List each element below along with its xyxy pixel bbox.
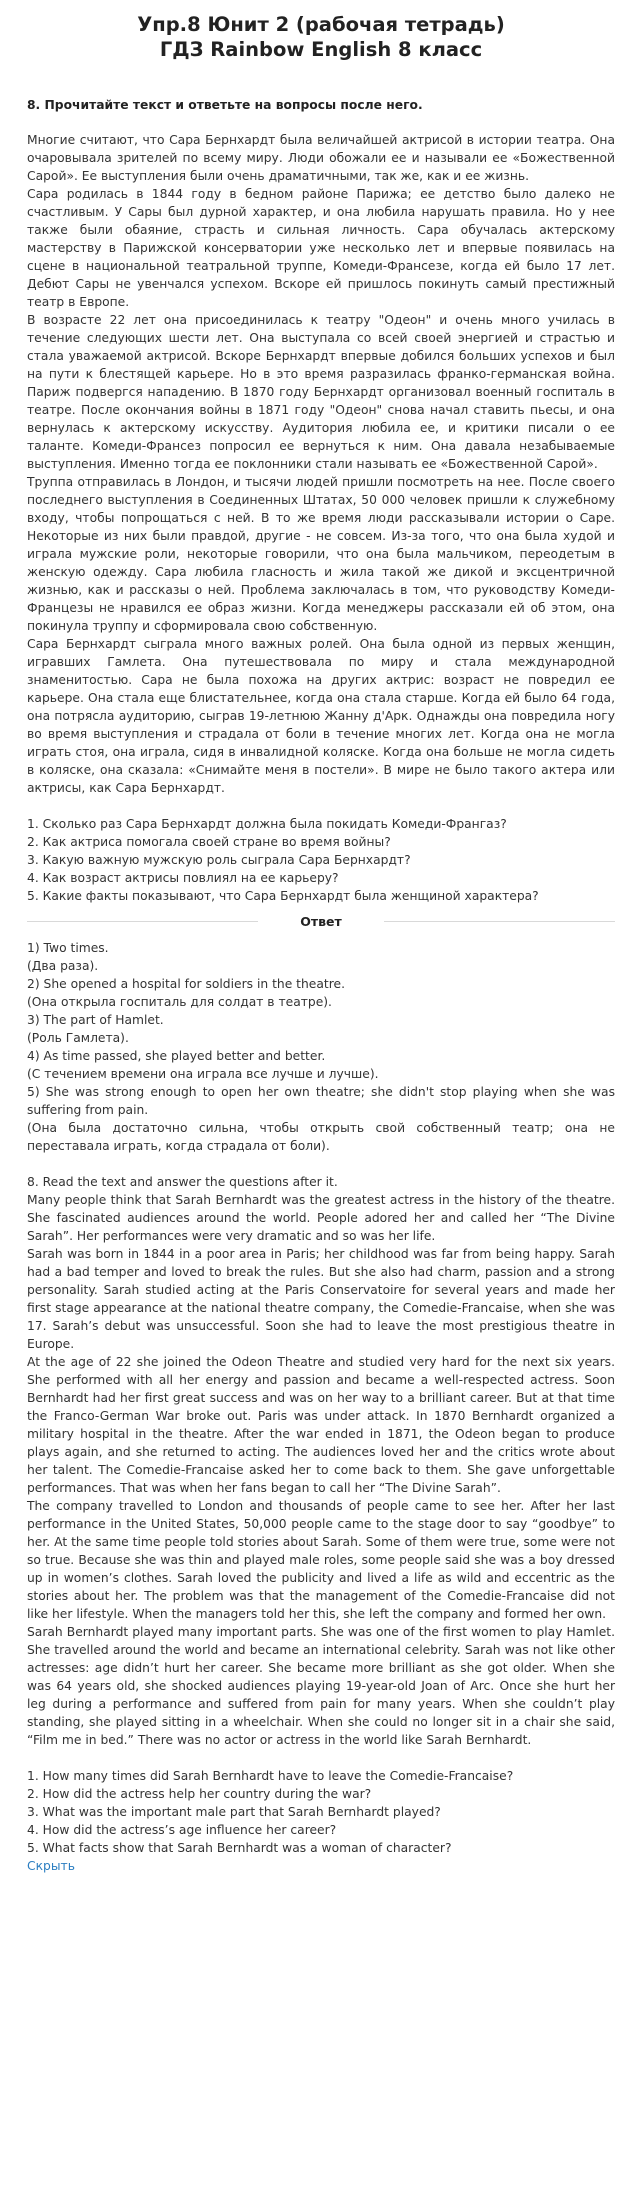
task-title: 8. Прочитайте текст и ответьте на вопросы после него. <box>27 98 423 112</box>
answer-line: (Роль Гамлета). <box>27 1031 129 1045</box>
russian-text <box>27 131 615 797</box>
english-text <box>27 1173 615 1749</box>
russian-paragraph: Труппа отправилась в Лондон, и тысячи людей пришли посмотреть на нее. После своего последнего выступления в Соединенных Штатах, 50 000 человек пришли к служебному входу, чтобы попрощаться с ней. В то же время люди рассказывали истории о Саре. Некоторые из них были правдой, другие - не совсем. Из-за того, что она была худой и играла мужские роли, некоторые говорили, что она была мальчиком, переодетым в женскую одежду. Сара любила гласность и жила такой же дикой и эксцентричной жизнью, как и рассказы о ней. Проблема заключалась в том, что руководству Комеди-Францезы не нравился ее образ жизни. Когда менеджеры рассказали ей об этом, она покинула труппу и сформировала свою собственную. <box>27 475 615 633</box>
page-title <box>27 12 615 62</box>
separator-line-right <box>384 921 615 922</box>
english-paragraph: Sarah Bernhardt played many important parts. She was one of the first women to play Hamlet. She travelled around the world and became an international celebrity. Sarah was not like other actresses: age didn’t hurt her career. She became more brilliant as she got older. When she was 64 years old, she shocked audiences playing 19-year-old Joan of Arc. Once she hurt her leg during a performance and suffered from pain for many years. When she couldn’t play standing, she played sitting in a wheelchair. When she could no longer sit in a chair she said, “Film me in bed.” There was no actor or actress in the world like Sarah Bernhardt. <box>27 1625 615 1747</box>
page-title-line-1: Упр.8 Юнит 2 (рабочая тетрадь) <box>137 13 505 36</box>
question-item: 4. Как возраст актрисы повлиял на ее карьеру? <box>27 871 339 885</box>
answer-line: (Она открыла госпиталь для солдат в театре). <box>27 995 332 1009</box>
question-item: 5. What facts show that Sarah Bernhardt was a woman of character? <box>27 1841 452 1855</box>
answer-line: 4) As time passed, she played better and better. <box>27 1049 326 1063</box>
answers-block <box>27 939 615 1155</box>
question-item: 2. Как актриса помогала своей стране во время войны? <box>27 835 391 849</box>
english-paragraph: Sarah was born in 1844 in a poor area in Paris; her childhood was far from being happy. Sarah had a bad temper and loved to break the rules. But she also had charm, passion and a strong personality. Sarah studied acting at the Paris Conservatoire for several years and made her first stage appearance at the national theatre company, the Comedie-Francaise, when she was 17. Sarah’s debut was unsuccessful. Soon she had to leave the most prestigious theatre in Europe. <box>27 1247 615 1351</box>
separator-line-left <box>27 921 258 922</box>
answer-line: 1) Two times. <box>27 941 109 955</box>
question-item: 5. Какие факты показывают, что Сара Бернхардт была женщиной характера? <box>27 889 539 903</box>
answer-label: Ответ <box>300 914 342 929</box>
question-item: 3. Какую важную мужскую роль сыграла Сара Бернхардт? <box>27 853 411 867</box>
question-item: 1. How many times did Sarah Bernhardt have to leave the Comedie-Francaise? <box>27 1769 514 1783</box>
answer-line: (Она была достаточно сильна, чтобы открыть свой собственный театр; она не переставала играть, когда страдала от боли). <box>27 1121 615 1153</box>
answer-line: 2) She opened a hospital for soldiers in the theatre. <box>27 977 345 991</box>
question-item: 2. How did the actress help her country during the war? <box>27 1787 372 1801</box>
answer-separator <box>27 914 615 929</box>
russian-paragraph: Сара Бернхардт сыграла много важных ролей. Она была одной из первых женщин, игравших Гамлета. Она путешествовала по миру и стала международной знаменитостью. Сара не была похожа на других актрис: возраст не повредил ее карьере. Она стала еще блистательнее, когда она стала старше. Когда ей было 64 года, она потрясла аудиторию, сыграв 19-летнюю Жанну д'Арк. Однажды она повредила ногу во время выступления и страдала от боли в течение многих лет. Когда она не могла играть стоя, она играла, сидя в инвалидной коляске. Когда она больше не могла сидеть в коляске, она сказала: «Снимайте меня в постели». В мире не было такого актера или актрисы, как Сара Бернхардт. <box>27 637 615 795</box>
page-title-line-2: ГДЗ Rainbow English 8 класс <box>159 38 483 61</box>
russian-paragraph: Многие считают, что Сара Бернхардт была величайшей актрисой в истории театра. Она очаровывала зрителей по всему миру. Люди обожали ее и называли ее «Божественной Сарой». Ее выступления были очень драматичными, так же, как и ее жизнь. <box>27 133 615 183</box>
english-task-title: 8. Read the text and answer the questions after it. <box>27 1175 338 1189</box>
russian-paragraph: Сара родилась в 1844 году в бедном районе Парижа; ее детство было далеко не счастливым. У Сары был дурной характер, и она любила нарушать правила. Но у нее также были обаяние, страсть и сильная личность. Сара обучалась актерскому мастерству в Парижской консерватории уже несколько лет и впервые появилась на сцене в национальной театральной труппе, Комеди-Франсезе, когда ей было 17 лет. Дебют Сары не увенчался успехом. Вскоре ей пришлось покинуть самый престижный театр в Европе. <box>27 187 615 309</box>
question-item: 4. How did the actress’s age influence her career? <box>27 1823 337 1837</box>
collapse-link[interactable]: Скрыть <box>27 1859 75 1873</box>
answer-line: (С течением времени она играла все лучше и лучше). <box>27 1067 379 1081</box>
english-paragraph: At the age of 22 she joined the Odeon Theatre and studied very hard for the next six years. She performed with all her energy and passion and became a well-respected actress. Soon Bernhardt had her first great success and was on her way to a brilliant career. But at that time the Franco-German War broke out. Paris was under attack. In 1870 Bernhardt organized a military hospital in the theatre. After the war ended in 1871, the Odeon began to produce plays again, and she returned to acting. The audiences loved her and the critics wrote about her talent. The Comedie-Francaise asked her to come back to them. She gave unforgettable performances. That was when her fans began to call her “The Divine Sarah”. <box>27 1355 615 1495</box>
english-paragraph: Many people think that Sarah Bernhardt was the greatest actress in the history of the theatre. She fascinated audiences around the world. People adored her and called her “The Divine Sarah”. Her performances were very dramatic and so was her life. <box>27 1193 615 1243</box>
english-paragraph: The company travelled to London and thousands of people came to see her. After her last performance in the United States, 50,000 people came to the stage door to say “goodbye” to her. At the same time people told stories about Sarah. Some of them were true, some were not so true. Because she was thin and played male roles, some people said she was a boy dressed up in women’s clothes. Sarah loved the publicity and lived a life as wild and eccentric as the stories about her. The problem was that the management of the Comedie-Francaise did not like her lifestyle. When the managers told her this, she left the company and formed her own. <box>27 1499 615 1621</box>
spacer <box>27 1155 615 1173</box>
english-questions <box>27 1767 615 1857</box>
question-item: 1. Сколько раз Сара Бернхардт должна была покидать Комеди-Франгаз? <box>27 817 507 831</box>
russian-paragraph: В возрасте 22 лет она присоединилась к театру "Одеон" и очень много училась в течение следующих шести лет. Она выступала со всей своей энергией и страстью и стала уважаемой актрисой. Вскоре Бернхардт впервые добился больших успехов и был на пути к блестящей карьере. Но в это время разразилась франко-германская война. Париж подвергся нападению. В 1870 году Бернхардт организовал военный госпиталь в театре. После окончания войны в 1871 году "Одеон" снова начал ставить пьесы, и она вернулась к актерскому искусству. Аудитория любила ее, и критики писали о ее таланте. Комеди-Франсез попросил ее вернуться к ним. Она давала незабываемые выступления. Именно тогда ее поклонники стали называть ее «Божественной Сарой». <box>27 313 615 471</box>
answer-line: 3) The part of Hamlet. <box>27 1013 164 1027</box>
russian-questions <box>27 815 615 905</box>
question-item: 3. What was the important male part that Sarah Bernhardt played? <box>27 1805 441 1819</box>
answer-line: 5) She was strong enough to open her own theatre; she didn't stop playing when she was suffering from pain. <box>27 1085 615 1117</box>
answer-line: (Два раза). <box>27 959 99 973</box>
